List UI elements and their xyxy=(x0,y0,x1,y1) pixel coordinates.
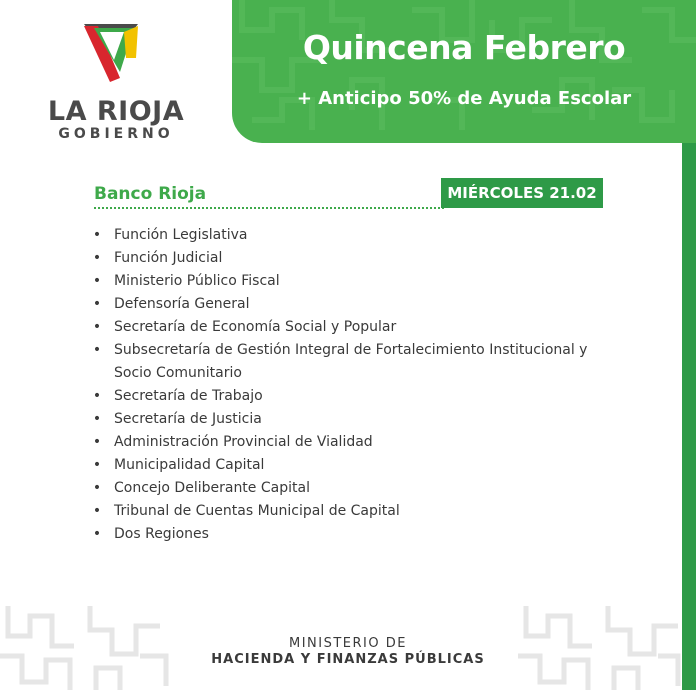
list-item xyxy=(92,477,602,500)
banner-subtitle: + Anticipo 50% de Ayuda Escolar xyxy=(296,88,632,109)
list-item xyxy=(92,523,602,546)
bullet-icon: • xyxy=(92,227,102,243)
list-item-label: Subsecretaría de Gestión Integral de Fortalecimiento Institucional y Socio Comunitario xyxy=(114,342,588,381)
list-item-label: Ministerio Público Fiscal xyxy=(114,273,280,289)
bullet-icon: • xyxy=(92,342,102,358)
government-logo xyxy=(0,0,232,160)
bullet-icon: • xyxy=(92,457,102,473)
list-item-label: Administración Provincial de Vialidad xyxy=(114,434,373,450)
list-item xyxy=(92,385,602,408)
bullet-icon: • xyxy=(92,319,102,335)
list-item-label: Dos Regiones xyxy=(114,526,209,542)
entity-list xyxy=(92,224,602,546)
right-accent-strip xyxy=(682,120,696,690)
list-item xyxy=(92,339,602,385)
list-item xyxy=(92,316,602,339)
date-badge: MIÉRCOLES 21.02 xyxy=(441,178,603,208)
section-divider xyxy=(94,207,444,209)
list-item xyxy=(92,500,602,523)
bullet-icon: • xyxy=(92,296,102,312)
list-item-label: Defensoría General xyxy=(114,296,250,312)
bullet-icon: • xyxy=(92,273,102,289)
banner-title: Quincena Febrero xyxy=(302,28,626,67)
banner-maze-pattern xyxy=(232,0,696,143)
list-item xyxy=(92,270,602,293)
logo-wordmark: LA RIOJA xyxy=(47,96,185,127)
list-item xyxy=(92,224,602,247)
bullet-icon: • xyxy=(92,526,102,542)
list-item-label: Secretaría de Trabajo xyxy=(114,388,263,404)
list-item-label: Tribunal de Cuentas Municipal de Capital xyxy=(114,503,400,519)
bullet-icon: • xyxy=(92,434,102,450)
ministry-name-line2: HACIENDA Y FINANZAS PÚBLICAS xyxy=(211,652,485,667)
la-rioja-emblem-icon xyxy=(80,18,144,84)
list-item-label: Función Legislativa xyxy=(114,227,248,243)
bullet-icon: • xyxy=(92,503,102,519)
bullet-icon: • xyxy=(92,250,102,266)
list-item-label: Concejo Deliberante Capital xyxy=(114,480,310,496)
logo-subtitle: GOBIERNO xyxy=(58,126,174,142)
list-item xyxy=(92,431,602,454)
bullet-icon: • xyxy=(92,480,102,496)
list-item xyxy=(92,247,602,270)
list-item xyxy=(92,293,602,316)
list-item-label: Secretaría de Justicia xyxy=(114,411,262,427)
list-item xyxy=(92,408,602,431)
list-item-label: Función Judicial xyxy=(114,250,223,266)
ministry-name-line1: MINISTERIO DE xyxy=(289,636,407,651)
list-item xyxy=(92,454,602,477)
list-item-label: Municipalidad Capital xyxy=(114,457,265,473)
bullet-icon: • xyxy=(92,388,102,404)
header-banner xyxy=(232,0,696,143)
list-item-label: Secretaría de Economía Social y Popular xyxy=(114,319,397,335)
bullet-icon: • xyxy=(92,411,102,427)
bank-name: Banco Rioja xyxy=(94,184,207,204)
